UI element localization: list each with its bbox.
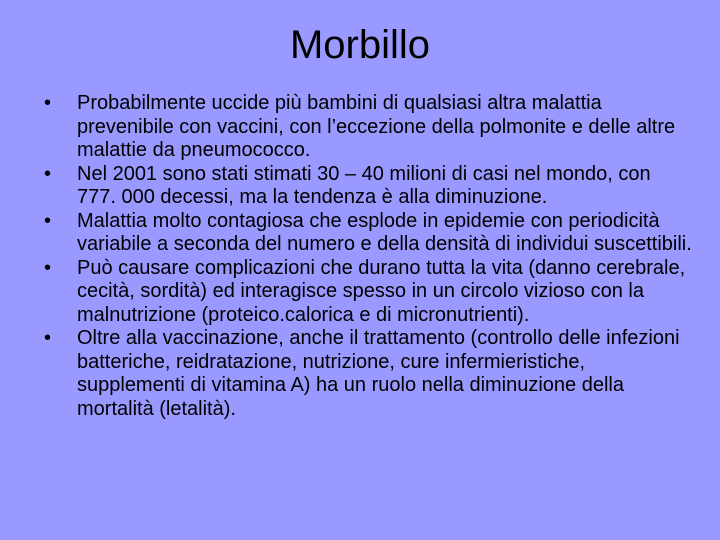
bullet-item: [44, 92, 694, 163]
slide-title: Morbillo: [289, 23, 431, 67]
bullet-text: Oltre alla vaccinazione, anche il trattamento (controllo delle infezioni batteriche, reidratazione, nutrizione, cure infermieristiche, supplementi di vitamina A) ha un ruolo nella diminuzione della mortalità (letalità).: [77, 327, 680, 420]
bullet-icon: •: [44, 327, 52, 349]
bullet-icon: •: [44, 256, 52, 279]
bullet-icon: •: [44, 209, 52, 232]
bullet-text: Probabilmente uccide più bambini di qualsiasi altra malattia prevenibile con vaccini, con l’eccezione della polmonite e delle altre malattie da pneumococco.: [77, 92, 676, 161]
bullet-list: [44, 92, 694, 421]
bullet-item: [44, 210, 694, 257]
bullet-item: [44, 327, 694, 421]
bullet-text: Può causare complicazioni che durano tutta la vita (danno cerebrale, cecità, sordità) ed interagisce spesso in un circolo vizioso con la malnutrizione (proteico.calorica e di micronutrienti).: [77, 256, 686, 326]
bullet-item: [44, 163, 694, 210]
bullet-text: Malattia molto contagiosa che esplode in epidemie con periodicità variabile a seconda del numero e della densità di individui suscettibili.: [77, 209, 692, 255]
bullet-item: [44, 257, 694, 328]
bullet-icon: •: [44, 92, 52, 114]
bullet-icon: •: [44, 162, 52, 185]
bullet-text: Nel 2001 sono stati stimati 30 – 40 milioni di casi nel mondo, con 777. 000 decessi, ma la tendenza è alla diminuzione.: [77, 162, 651, 208]
